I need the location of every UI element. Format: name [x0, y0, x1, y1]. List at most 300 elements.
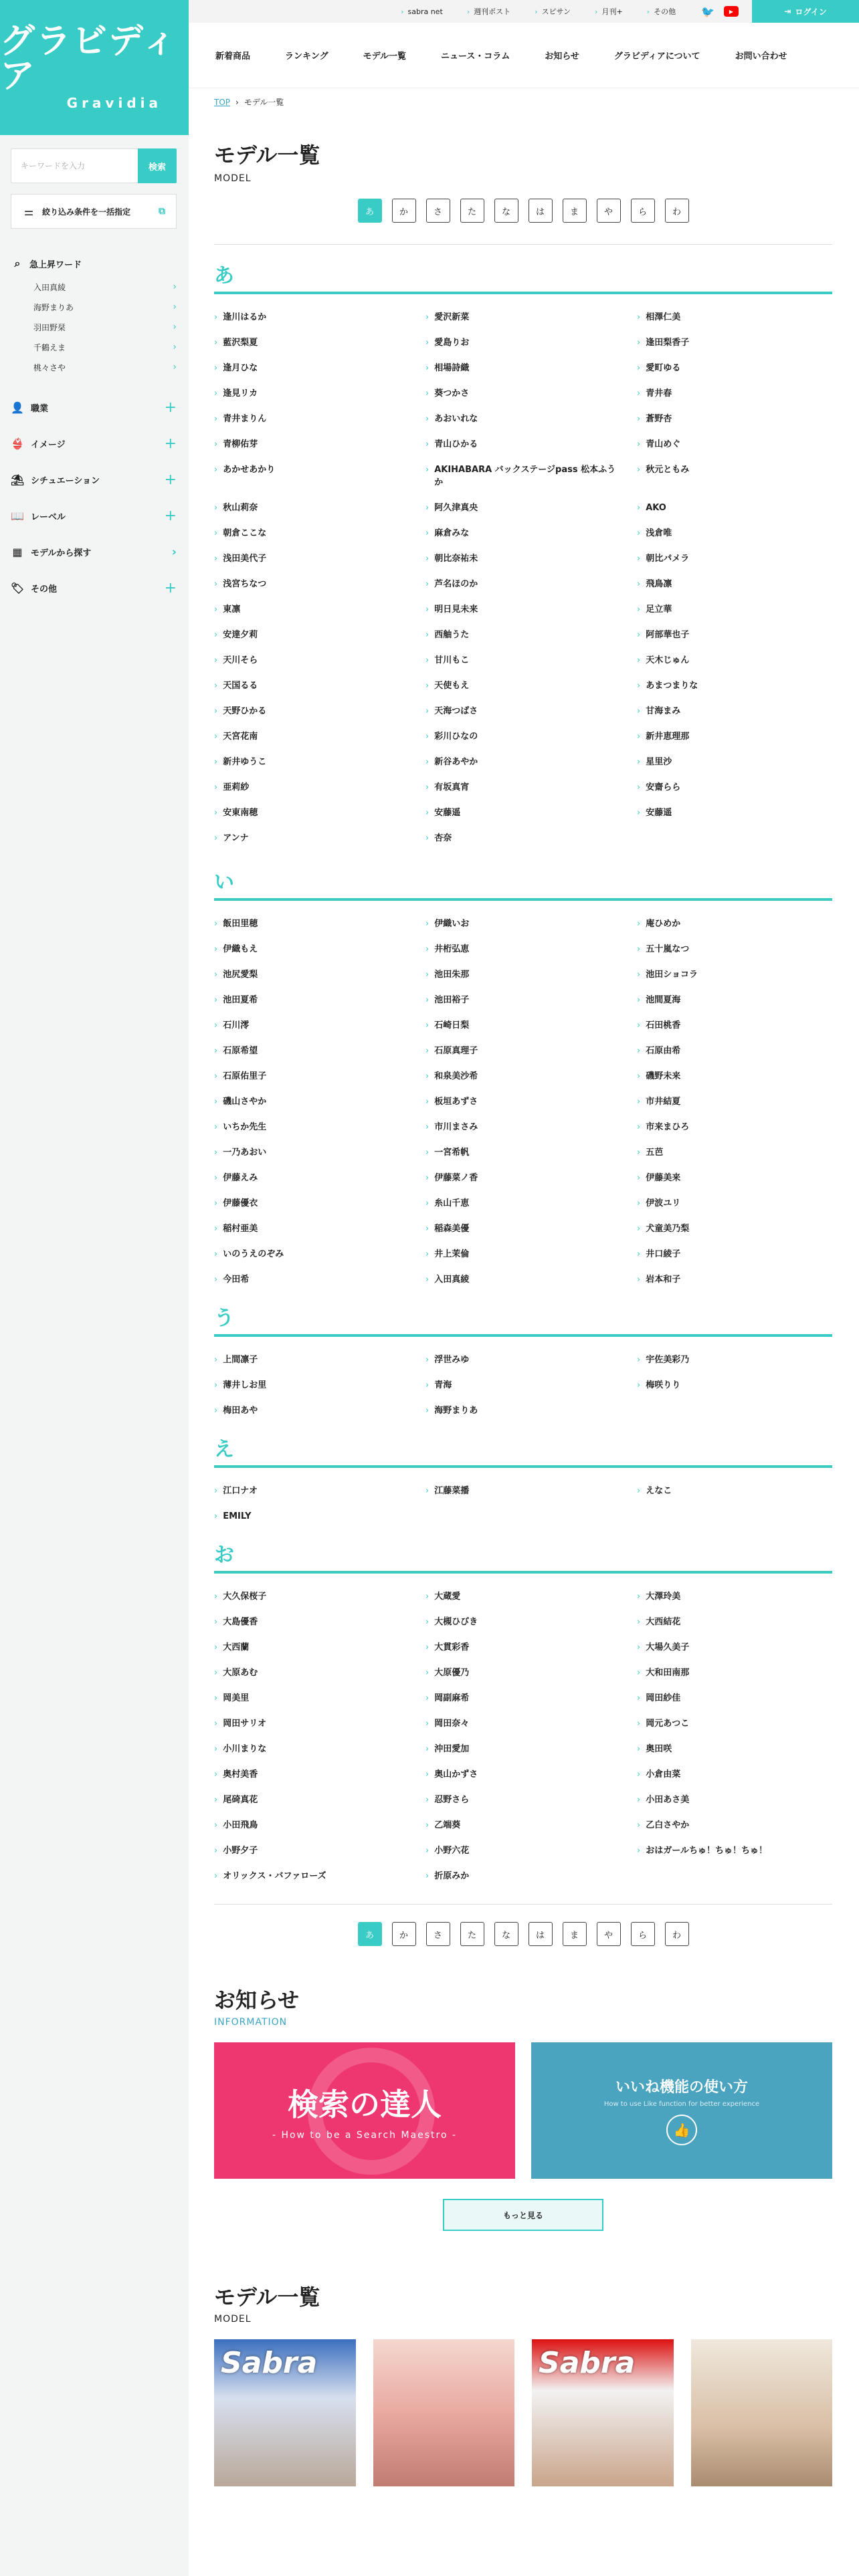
model-name: 石原希望: [223, 1046, 258, 1056]
model-link[interactable]: [425, 800, 621, 826]
model-name: 天海つばさ: [434, 706, 478, 716]
model-link[interactable]: [214, 1115, 409, 1140]
model-name: 芦名ほのか: [434, 579, 478, 589]
rising-item[interactable]: [11, 297, 177, 317]
nav-item[interactable]: ランキング: [285, 51, 328, 62]
chevron-right-icon: ›: [425, 528, 430, 538]
model-link[interactable]: [425, 673, 621, 699]
model-link[interactable]: [214, 800, 409, 826]
chevron-right-icon: ›: [637, 1198, 641, 1208]
model-link[interactable]: [637, 1610, 832, 1635]
chevron-right-icon: ›: [637, 579, 641, 589]
model-link[interactable]: [214, 496, 409, 521]
chevron-right-icon: ›: [214, 554, 218, 564]
model-link[interactable]: [425, 1115, 621, 1140]
model-name: 岡田奈々: [434, 1719, 470, 1729]
model-link[interactable]: [425, 521, 621, 546]
model-link[interactable]: [214, 1711, 409, 1737]
breadcrumb-current: モデル一覧: [244, 98, 284, 107]
section-heading: う: [214, 1307, 234, 1330]
model-link[interactable]: [637, 1762, 832, 1788]
model-link[interactable]: [214, 1864, 409, 1889]
model-name: 岩本和子: [646, 1275, 681, 1285]
model-link[interactable]: [637, 407, 832, 432]
kana-button[interactable]: か: [392, 199, 416, 223]
chevron-right-icon: ›: [637, 1046, 641, 1056]
model-link[interactable]: [425, 937, 621, 962]
model-link[interactable]: [214, 1610, 409, 1635]
model-link[interactable]: [214, 1140, 409, 1166]
topbar-link[interactable]: [389, 0, 455, 23]
model-link[interactable]: [214, 1660, 409, 1686]
model-link[interactable]: [425, 546, 621, 572]
chevron-right-icon: ›: [425, 706, 430, 716]
rising-item-label: 入田真綾: [33, 282, 66, 292]
model-link[interactable]: [637, 546, 832, 572]
model-link[interactable]: [425, 962, 621, 988]
model-link[interactable]: [214, 1584, 409, 1610]
model-link[interactable]: [637, 1191, 832, 1216]
search-button[interactable]: 検索: [138, 148, 177, 183]
model-link[interactable]: [425, 623, 621, 648]
section-rule: [214, 898, 832, 901]
model-link[interactable]: [637, 1166, 832, 1191]
breadcrumb-top[interactable]: TOP: [214, 97, 231, 107]
model-link[interactable]: [425, 572, 621, 597]
kana-button[interactable]: は: [529, 1922, 553, 1946]
model-link[interactable]: [214, 305, 409, 330]
model-link[interactable]: [425, 699, 621, 724]
chevron-right-icon: ›: [425, 465, 430, 475]
nav-item[interactable]: グラビディアについて: [613, 51, 700, 62]
topbar-link[interactable]: [522, 0, 583, 23]
kana-button[interactable]: は: [529, 199, 553, 223]
model-name: 入田真綾: [434, 1275, 470, 1285]
model-link[interactable]: [637, 1373, 832, 1398]
chevron-right-icon: ›: [214, 465, 218, 475]
model-link[interactable]: [637, 1584, 832, 1610]
topbar-link-label: スピサン: [541, 7, 571, 16]
model-link[interactable]: [637, 1660, 832, 1686]
model-link[interactable]: [425, 457, 621, 496]
model-link[interactable]: [214, 1013, 409, 1039]
chevron-right-icon: ›: [425, 1275, 430, 1285]
chevron-right-icon: ›: [637, 312, 641, 322]
chevron-right-icon: ›: [637, 465, 641, 475]
model-link[interactable]: [214, 1737, 409, 1762]
model-name: 伊藤菜ノ香: [434, 1173, 478, 1183]
model-link[interactable]: [214, 1089, 409, 1115]
model-link[interactable]: [637, 648, 832, 673]
kana-button[interactable]: ま: [563, 199, 587, 223]
topbar-link[interactable]: [455, 0, 522, 23]
model-name: 折原みか: [434, 1871, 470, 1881]
model-name: 蒼野杏: [646, 414, 672, 424]
model-name: 青山ひかる: [434, 439, 478, 449]
twitter-icon[interactable]: 🐦: [701, 5, 714, 18]
model-link[interactable]: [425, 648, 621, 673]
model-link[interactable]: [425, 1737, 621, 1762]
model-link[interactable]: [214, 775, 409, 800]
social-links: [688, 5, 752, 18]
model-link[interactable]: [425, 1242, 621, 1267]
model-link[interactable]: [425, 1864, 621, 1889]
more-button[interactable]: もっと見る: [443, 2199, 603, 2231]
login-label: ログイン: [795, 7, 827, 17]
kana-button[interactable]: あ: [358, 1922, 382, 1946]
chevron-right-icon: ›: [637, 1820, 641, 1830]
chevron-right-icon: ›: [214, 1122, 218, 1132]
section-heading: お: [214, 1543, 234, 1567]
rising-words: [11, 257, 177, 377]
model-link[interactable]: [425, 1373, 621, 1398]
model-name: 犬童美乃梨: [646, 1224, 690, 1234]
model-link[interactable]: [425, 356, 621, 381]
model-link[interactable]: [637, 330, 832, 356]
model-name: 市井結夏: [646, 1097, 681, 1107]
model-link[interactable]: [214, 988, 409, 1013]
chevron-right-icon: ›: [637, 503, 641, 513]
model-link[interactable]: [425, 1013, 621, 1039]
model-link[interactable]: [637, 911, 832, 937]
rising-item[interactable]: [11, 337, 177, 357]
model-link[interactable]: [425, 432, 621, 457]
model-link[interactable]: [637, 1089, 832, 1115]
model-link[interactable]: [214, 699, 409, 724]
model-name: 尾碕真花: [223, 1795, 258, 1805]
kana-button[interactable]: な: [494, 199, 518, 223]
chevron-right-icon: ›: [425, 1046, 430, 1056]
model-link[interactable]: [637, 1838, 832, 1864]
model-link[interactable]: [425, 724, 621, 750]
rising-item[interactable]: [11, 277, 177, 297]
filter-button[interactable]: [11, 194, 177, 229]
model-link[interactable]: [214, 1398, 409, 1424]
model-link[interactable]: [637, 1737, 832, 1762]
topbar-link[interactable]: [583, 0, 635, 23]
model-link[interactable]: [214, 724, 409, 750]
chevron-right-icon: ›: [425, 338, 430, 348]
external-icon: ⧉: [159, 206, 165, 217]
kana-button[interactable]: か: [392, 1922, 416, 1946]
search-icon: ⌕: [14, 257, 21, 270]
model-name: 飯田里穂: [223, 919, 258, 929]
model-name: 石田桃香: [646, 1021, 681, 1031]
model-link[interactable]: [425, 1166, 621, 1191]
search-master-banner[interactable]: [214, 2042, 515, 2179]
model-card[interactable]: [214, 2339, 356, 2486]
sidebar-category[interactable]: [11, 425, 177, 461]
model-name: 小田あさ美: [646, 1795, 690, 1805]
kana-button[interactable]: た: [460, 199, 484, 223]
kana-button[interactable]: や: [597, 1922, 621, 1946]
model-link[interactable]: [637, 1788, 832, 1813]
chevron-right-icon: ›: [425, 1380, 430, 1390]
chevron-right-icon: ›: [235, 97, 239, 107]
chevron-right-icon: ›: [425, 439, 430, 449]
topbar-link[interactable]: [635, 0, 688, 23]
model-link[interactable]: [425, 305, 621, 330]
sidebar-category[interactable]: [11, 498, 177, 534]
login-button[interactable]: [752, 0, 859, 23]
model-link[interactable]: [214, 623, 409, 648]
model-name: 愛沢新菜: [434, 312, 470, 322]
model-link[interactable]: [214, 1242, 409, 1267]
chevron-right-icon: ›: [637, 1355, 641, 1365]
model-link[interactable]: [214, 1348, 409, 1373]
kana-button[interactable]: わ: [665, 199, 689, 223]
model-link[interactable]: [214, 1166, 409, 1191]
model-name: 薄井しお里: [223, 1380, 267, 1390]
model-name: 小川まりな: [223, 1744, 267, 1754]
model-link[interactable]: [637, 775, 832, 800]
sidebar-category[interactable]: [11, 570, 177, 606]
model-name: 朝倉ここな: [223, 528, 267, 538]
chevron-right-icon: ›: [214, 312, 218, 322]
model-name: 伊藤えみ: [223, 1173, 258, 1183]
page-subtitle: MODEL: [214, 173, 252, 184]
model-name: 安達夕莉: [223, 630, 258, 640]
model-link[interactable]: [637, 1635, 832, 1660]
nav-item[interactable]: 新着商品: [215, 51, 251, 62]
model-link[interactable]: [214, 432, 409, 457]
model-link[interactable]: [637, 937, 832, 962]
model-link[interactable]: [637, 432, 832, 457]
model-link[interactable]: [425, 1348, 621, 1373]
chevron-right-icon: ›: [637, 1592, 641, 1602]
youtube-icon[interactable]: ▶: [724, 6, 739, 17]
model-link[interactable]: [214, 1216, 409, 1242]
chevron-right-icon: ›: [425, 1846, 430, 1856]
model-link[interactable]: [425, 1762, 621, 1788]
plus-icon: +: [164, 399, 177, 416]
nav-item[interactable]: お問い合わせ: [735, 51, 787, 62]
model-link[interactable]: [214, 330, 409, 356]
model-link[interactable]: [637, 800, 832, 826]
model-link[interactable]: [425, 1064, 621, 1089]
model-link[interactable]: [425, 988, 621, 1013]
model-name: 岡元あつこ: [646, 1719, 690, 1729]
sidebar-category[interactable]: [11, 461, 177, 498]
sidebar-category[interactable]: [11, 389, 177, 425]
model-link[interactable]: [214, 597, 409, 623]
model-link[interactable]: [425, 775, 621, 800]
category-label: レーベル: [31, 512, 66, 522]
rising-item-label: 海野まりあ: [33, 302, 74, 312]
model-link[interactable]: [637, 457, 832, 496]
model-link[interactable]: [637, 673, 832, 699]
model-link[interactable]: [214, 407, 409, 432]
chevron-right-icon: ›: [637, 1719, 641, 1729]
kana-button[interactable]: や: [597, 199, 621, 223]
chevron-right-icon: ›: [637, 1148, 641, 1158]
model-link[interactable]: [637, 1115, 832, 1140]
kana-button[interactable]: さ: [426, 199, 450, 223]
sidebar-category[interactable]: [11, 534, 177, 570]
model-link[interactable]: [637, 1711, 832, 1737]
model-link[interactable]: [637, 962, 832, 988]
model-link[interactable]: [214, 1813, 409, 1838]
model-name: 青山めぐ: [646, 439, 681, 449]
model-link[interactable]: [214, 1373, 409, 1398]
model-link[interactable]: [637, 1479, 832, 1504]
model-link[interactable]: [214, 750, 409, 775]
chevron-right-icon: ›: [214, 1744, 218, 1754]
model-link[interactable]: [425, 407, 621, 432]
model-card[interactable]: [691, 2339, 833, 2486]
model-link[interactable]: [425, 330, 621, 356]
chevron-right-icon: ›: [425, 1744, 430, 1754]
model-link[interactable]: [214, 521, 409, 546]
site-logo[interactable]: [0, 0, 189, 135]
model-link[interactable]: [214, 546, 409, 572]
model-name: 浅宮ちなつ: [223, 579, 267, 589]
model-name: 甘川もこ: [434, 655, 470, 665]
nav-item[interactable]: お知らせ: [545, 51, 579, 62]
model-link[interactable]: [637, 1813, 832, 1838]
chevron-right-icon: ›: [214, 1820, 218, 1830]
model-link[interactable]: [214, 1635, 409, 1660]
model-link[interactable]: [425, 1039, 621, 1064]
model-name-grid: [214, 1584, 832, 1889]
model-link[interactable]: [425, 1788, 621, 1813]
nav-item[interactable]: ニュース・コラム: [441, 51, 510, 62]
model-link[interactable]: [425, 1140, 621, 1166]
model-name: 逢見リカ: [223, 389, 258, 399]
model-link[interactable]: [425, 381, 621, 407]
model-link[interactable]: [214, 673, 409, 699]
model-link[interactable]: [214, 962, 409, 988]
kana-button[interactable]: た: [460, 1922, 484, 1946]
model-name: 乙端葵: [434, 1820, 461, 1830]
model-link[interactable]: [425, 1191, 621, 1216]
search-input[interactable]: [11, 148, 138, 183]
kana-button[interactable]: さ: [426, 1922, 450, 1946]
model-link[interactable]: [637, 1686, 832, 1711]
model-link[interactable]: [637, 521, 832, 546]
chevron-right-icon: ›: [425, 1406, 430, 1416]
model-link[interactable]: [425, 1398, 621, 1424]
model-card[interactable]: [373, 2339, 515, 2486]
model-link[interactable]: [637, 597, 832, 623]
model-link[interactable]: [425, 1635, 621, 1660]
model-link[interactable]: [214, 1788, 409, 1813]
model-link[interactable]: [637, 750, 832, 775]
model-link[interactable]: [637, 381, 832, 407]
model-link[interactable]: [214, 1504, 409, 1529]
model-link[interactable]: [214, 381, 409, 407]
model-link[interactable]: [637, 572, 832, 597]
model-link[interactable]: [425, 826, 621, 851]
model-name: 新井ゆうこ: [223, 757, 267, 767]
model-link[interactable]: [214, 937, 409, 962]
chevron-right-icon: ›: [637, 1846, 641, 1856]
model-link[interactable]: [425, 1660, 621, 1686]
model-link[interactable]: [425, 597, 621, 623]
model-link[interactable]: [214, 1686, 409, 1711]
model-link[interactable]: [425, 1479, 621, 1504]
model-link[interactable]: [637, 1216, 832, 1242]
chevron-right-icon: ›: [425, 503, 430, 513]
model-link[interactable]: [214, 1762, 409, 1788]
kana-button[interactable]: ら: [631, 1922, 655, 1946]
model-link[interactable]: [214, 572, 409, 597]
kana-button[interactable]: ま: [563, 1922, 587, 1946]
model-link[interactable]: [637, 1064, 832, 1089]
model-link[interactable]: [425, 496, 621, 521]
like-guide-banner[interactable]: [531, 2042, 832, 2179]
kana-button[interactable]: わ: [665, 1922, 689, 1946]
model-link[interactable]: [425, 1089, 621, 1115]
model-link[interactable]: [214, 826, 409, 851]
topbar-link-label: sabra net: [407, 7, 443, 16]
model-link[interactable]: [425, 1686, 621, 1711]
model-link[interactable]: [637, 724, 832, 750]
model-link[interactable]: [214, 648, 409, 673]
model-link[interactable]: [425, 1813, 621, 1838]
nav-item[interactable]: モデル一覧: [363, 51, 406, 62]
model-link[interactable]: [425, 1267, 621, 1293]
model-link[interactable]: [637, 623, 832, 648]
model-link[interactable]: [637, 1348, 832, 1373]
chevron-right-icon: ›: [425, 1224, 430, 1234]
chevron-right-icon: ›: [425, 389, 430, 399]
model-link[interactable]: [637, 496, 832, 521]
kana-button[interactable]: ら: [631, 199, 655, 223]
model-link[interactable]: [214, 457, 409, 496]
model-link[interactable]: [214, 1267, 409, 1293]
kana-button[interactable]: あ: [358, 199, 382, 223]
model-link[interactable]: [425, 1610, 621, 1635]
model-link[interactable]: [425, 1216, 621, 1242]
model-link[interactable]: [425, 911, 621, 937]
model-link[interactable]: [425, 1711, 621, 1737]
chevron-right-icon: ›: [173, 322, 177, 332]
divider: [214, 244, 832, 245]
model-link[interactable]: [214, 1838, 409, 1864]
rising-item[interactable]: [11, 317, 177, 337]
model-link[interactable]: [214, 1479, 409, 1504]
rising-item[interactable]: [11, 357, 177, 377]
model-link[interactable]: [637, 1267, 832, 1293]
chevron-right-icon: ›: [637, 1224, 641, 1234]
model-link[interactable]: [637, 1242, 832, 1267]
model-name: 磯野未来: [646, 1071, 681, 1081]
model-link[interactable]: [214, 1064, 409, 1089]
model-link[interactable]: [637, 356, 832, 381]
model-link[interactable]: [637, 1013, 832, 1039]
chevron-right-icon: ›: [425, 1668, 430, 1678]
chevron-right-icon: ›: [425, 605, 430, 615]
model-link[interactable]: [214, 911, 409, 937]
rising-item-label: 羽田野栞: [33, 322, 66, 332]
model-name: 上間凛子: [223, 1355, 258, 1365]
model-link[interactable]: [425, 1584, 621, 1610]
model-link[interactable]: [425, 750, 621, 775]
model-link[interactable]: [637, 699, 832, 724]
model-link[interactable]: [214, 1191, 409, 1216]
model-link[interactable]: [637, 1039, 832, 1064]
model-link[interactable]: [637, 988, 832, 1013]
model-link[interactable]: [214, 1039, 409, 1064]
model-link[interactable]: [214, 356, 409, 381]
model-card[interactable]: [532, 2339, 674, 2486]
model-link[interactable]: [425, 1838, 621, 1864]
model-link[interactable]: [637, 1140, 832, 1166]
kana-button[interactable]: な: [494, 1922, 518, 1946]
model-link[interactable]: [637, 305, 832, 330]
section-heading: え: [214, 1438, 234, 1461]
